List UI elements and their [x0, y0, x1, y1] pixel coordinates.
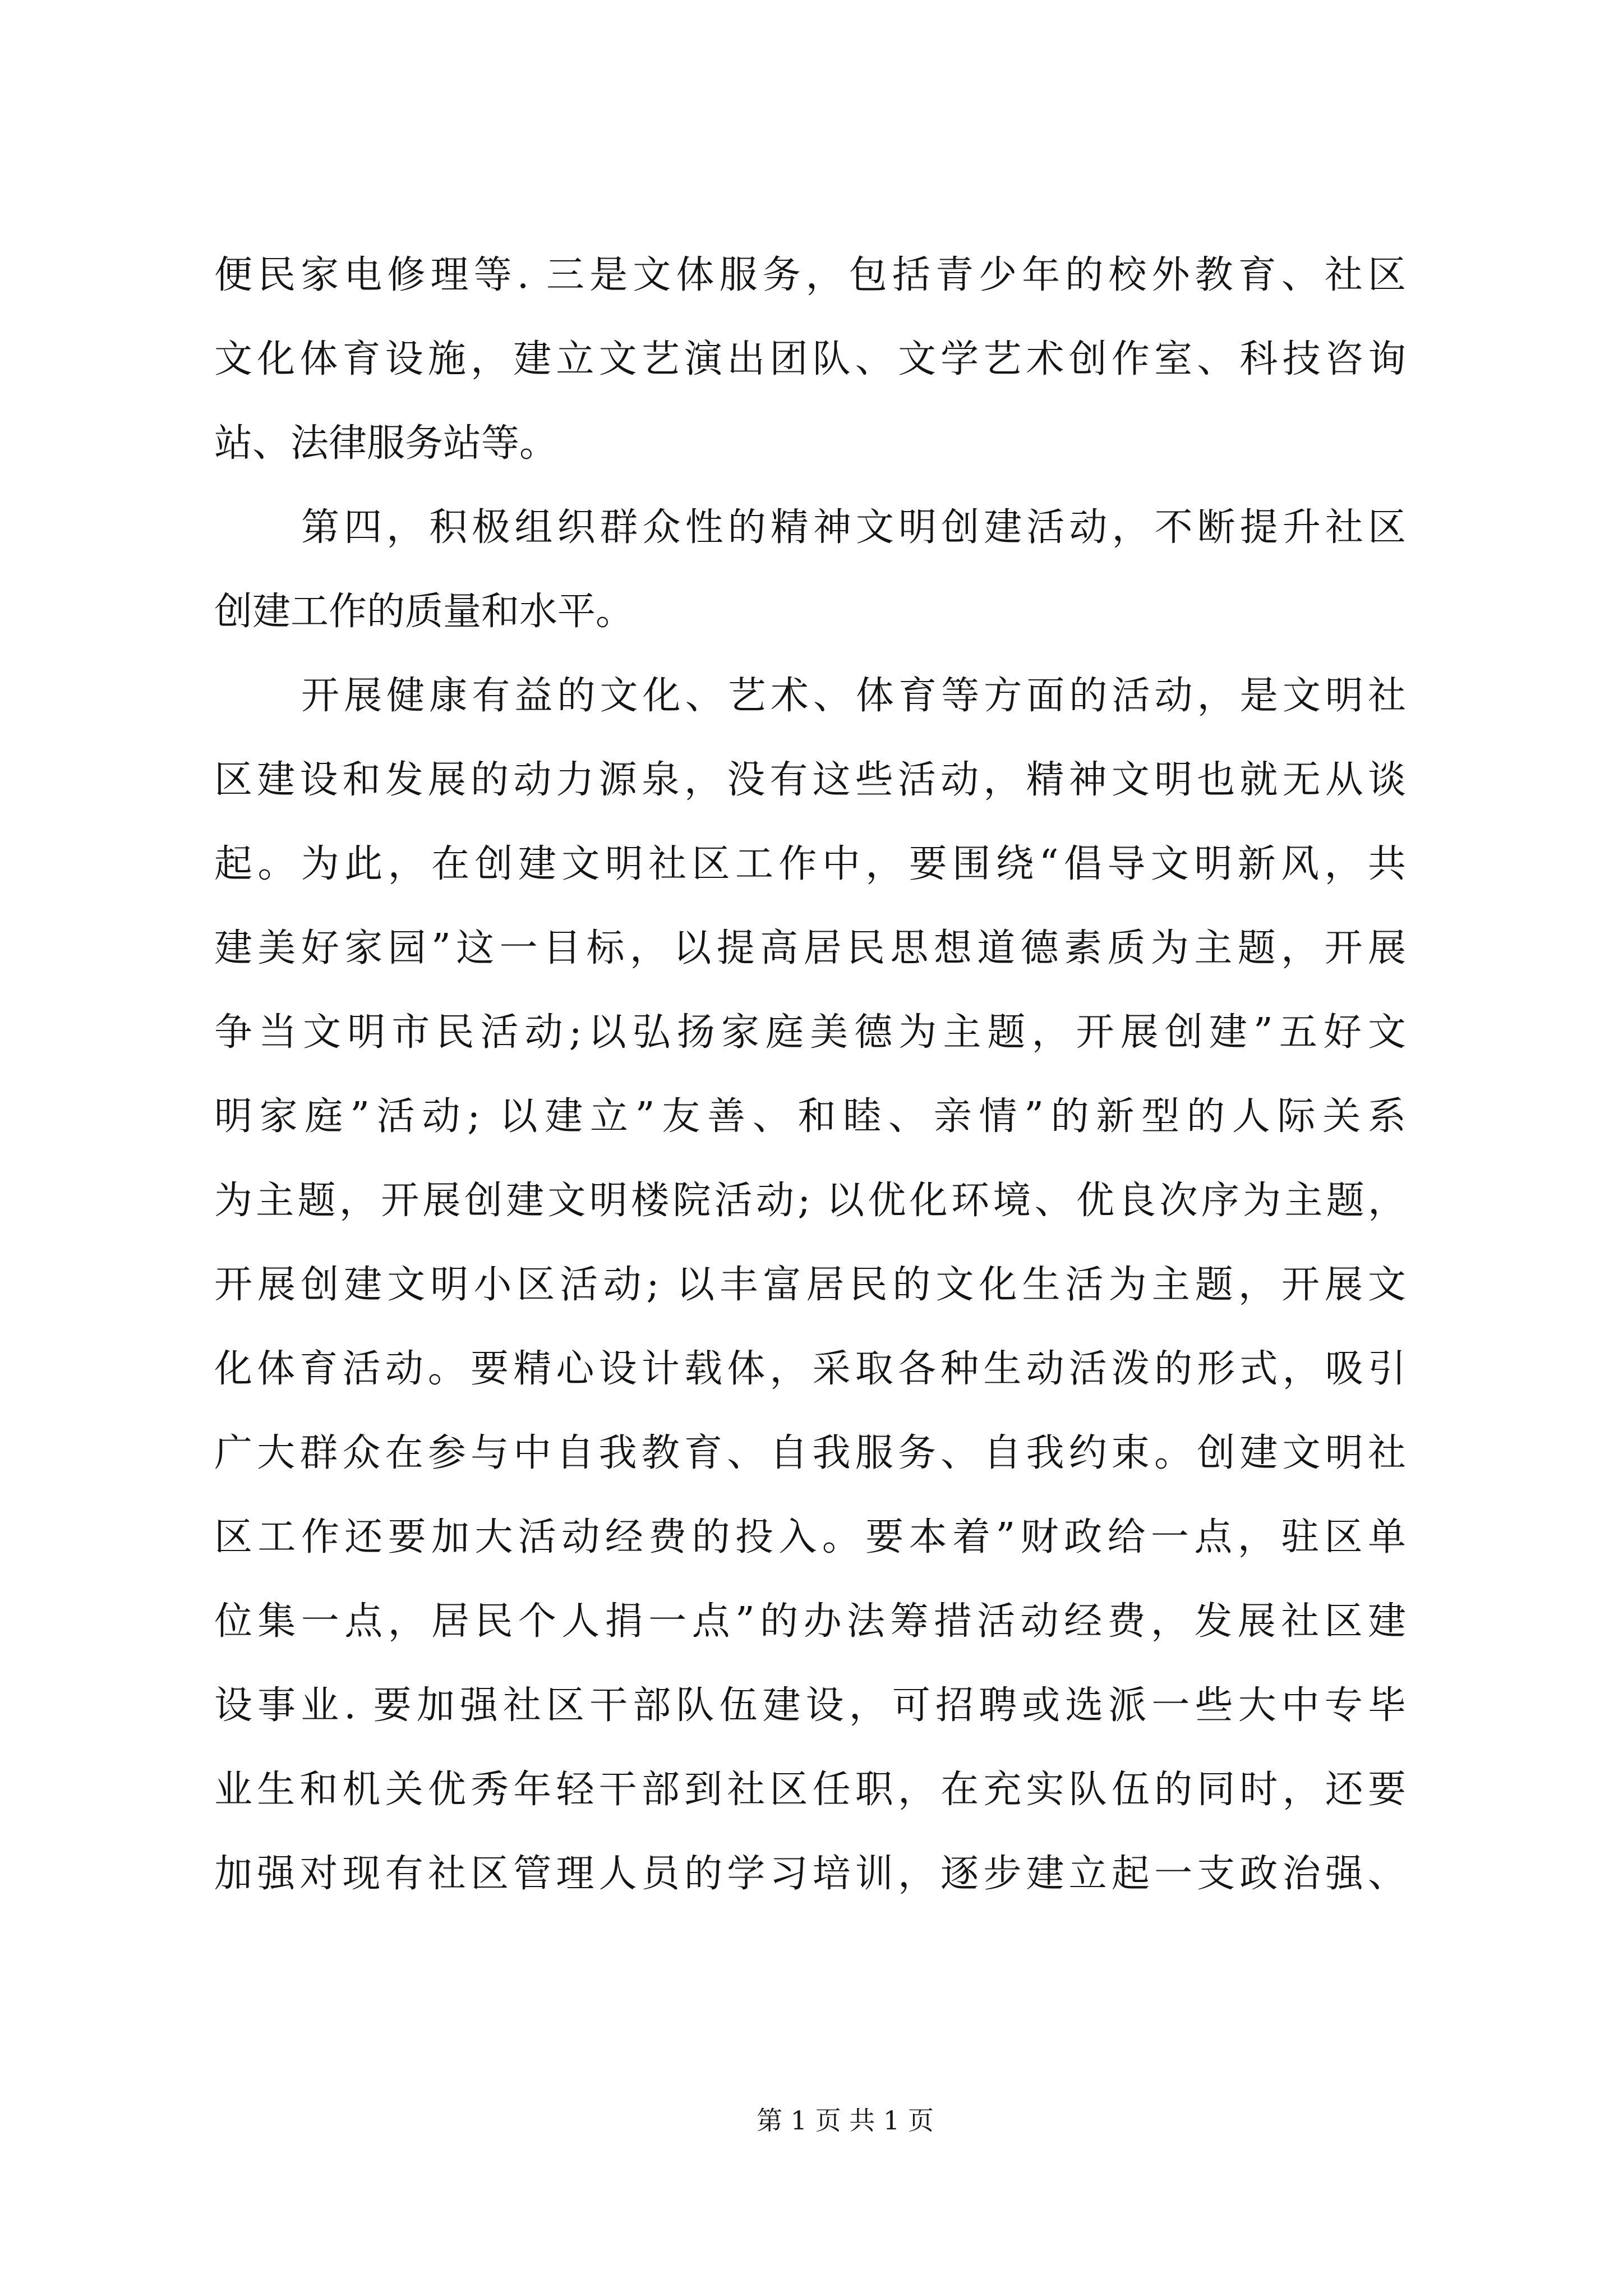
text-line: 站、法律服务站等。: [214, 421, 558, 466]
text-line: 设事业. 要加强社区干部队伍建设，可招聘或选派一些大中专毕: [214, 1683, 1406, 1728]
text-line: 区建设和发展的动力源泉，没有这些活动，精神文明也就无从谈: [214, 758, 1406, 802]
paragraph-start-line: 开展健康有益的文化、艺术、体育等方面的活动，是文明社: [301, 674, 1406, 718]
text-line: 区工作还要加大活动经费的投入。要本着”财政给一点，驻区单: [214, 1515, 1406, 1559]
text-line: 争当文明市民活动;以弘扬家庭美德为主题，开展创建”五好文: [214, 1010, 1406, 1055]
body-text: [214, 233, 1406, 1916]
paragraph-start-line: 第四，积极组织群众性的精神文明创建活动，不断提升社区: [301, 505, 1406, 550]
text-line: 加强对现有社区管理人员的学习培训，逐步建立起一支政治强、: [214, 1852, 1406, 1896]
text-line: 便民家电修理等. 三是文体服务，包括青少年的校外教育、社区: [214, 253, 1406, 297]
text-line: 化体育活动。要精心设计载体，采取各种生动活泼的形式，吸引: [214, 1347, 1406, 1391]
text-line: 明家庭”活动; 以建立”友善、和睦、亲情”的新型的人际关系: [214, 1094, 1406, 1139]
text-line: 为主题，开展创建文明楼院活动; 以优化环境、优良次序为主题，: [214, 1179, 1406, 1223]
text-line: 创建工作的质量和水平。: [214, 590, 634, 634]
text-line: 建美好家园”这一目标，以提高居民思想道德素质为主题，开展: [214, 926, 1406, 970]
text-line: 位集一点，居民个人捐一点”的办法筹措活动经费，发展社区建: [214, 1599, 1406, 1644]
text-line: 文化体育设施，建立文艺演出团队、文学艺术创作室、科技咨询: [214, 337, 1406, 381]
page-footer: 第 1 页 共 1 页: [757, 2105, 934, 2136]
text-line: 起。为此，在创建文明社区工作中，要围绕“倡导文明新风，共: [214, 842, 1406, 886]
text-line: 业生和机关优秀年轻干部到社区任职，在充实队伍的同时，还要: [214, 1768, 1406, 1812]
text-line: 开展创建文明小区活动; 以丰富居民的文化生活为主题，开展文: [214, 1263, 1406, 1307]
text-line: 广大群众在参与中自我教育、自我服务、自我约束。创建文明社: [214, 1431, 1406, 1475]
